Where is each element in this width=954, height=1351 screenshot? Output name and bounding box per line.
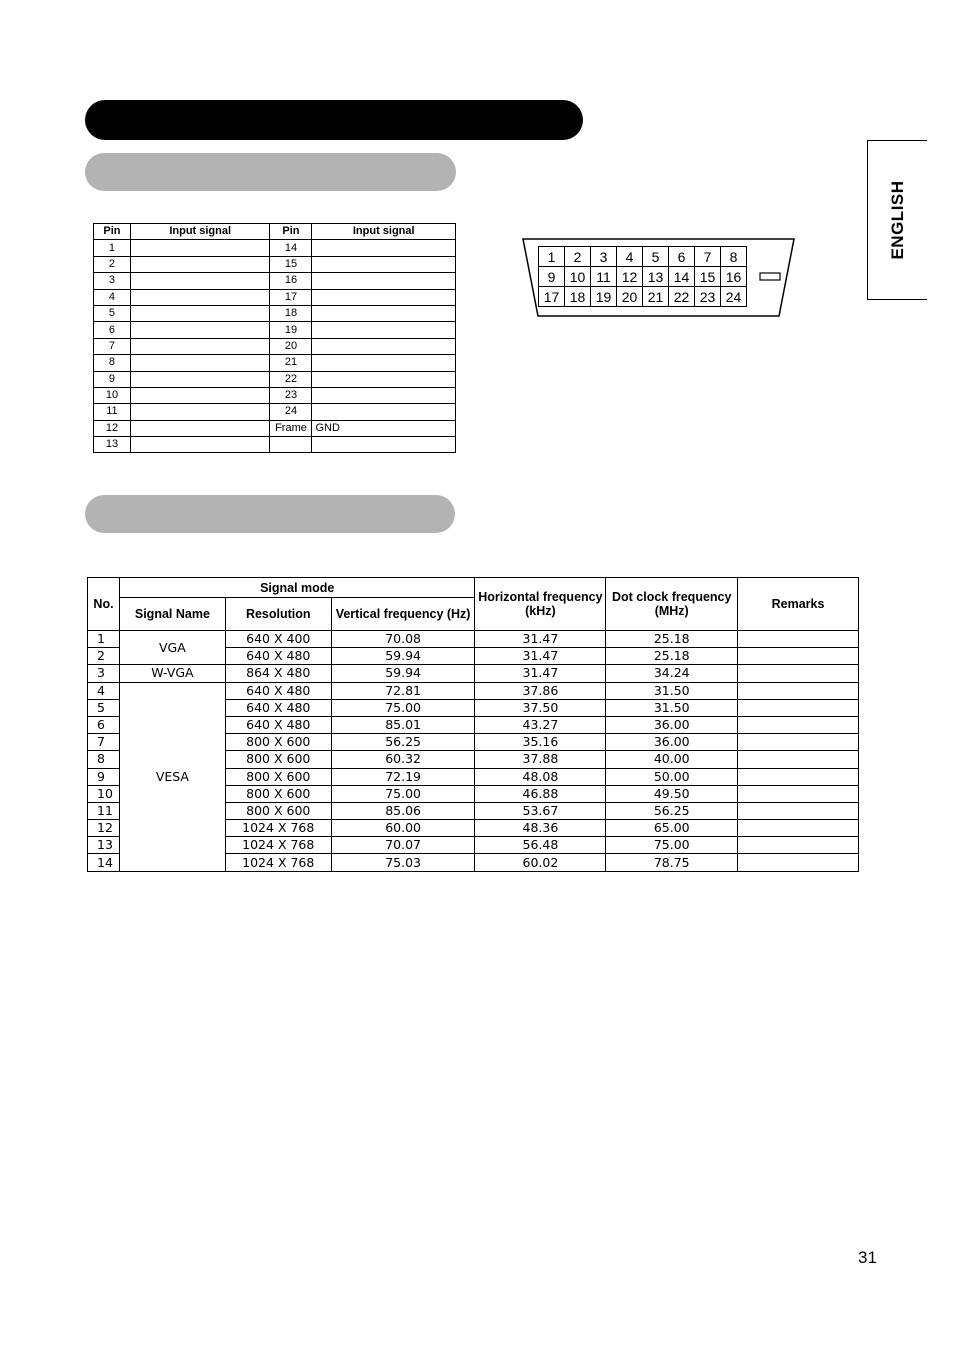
- connector-pin: 22: [669, 287, 695, 307]
- horizontal-frequency-cell: 37.86: [475, 682, 606, 699]
- row-number-cell: 13: [88, 837, 120, 854]
- input-signal-cell: [312, 371, 456, 387]
- connector-pin: 18: [565, 287, 591, 307]
- input-signal-cell: [130, 420, 270, 436]
- resolution-cell: 800 X 600: [225, 785, 331, 802]
- row-number-cell: 4: [88, 682, 120, 699]
- pin-number-cell: Frame: [270, 420, 312, 436]
- pin-number-cell: 1: [94, 240, 131, 256]
- dot-clock-cell: 36.00: [606, 716, 738, 733]
- connector-pin: 21: [643, 287, 669, 307]
- row-number-cell: 12: [88, 820, 120, 837]
- pin-table-row: [94, 240, 456, 256]
- signal-table-header-row: [88, 578, 859, 598]
- pin-number-cell: 10: [94, 387, 131, 403]
- pin-number-cell: 3: [94, 273, 131, 289]
- connector-pin-row: [539, 287, 747, 307]
- row-number-cell: 6: [88, 716, 120, 733]
- no-header: No.: [88, 578, 120, 631]
- vertical-frequency-cell: 70.08: [331, 631, 475, 648]
- pin-table-row: [94, 437, 456, 453]
- connector-pin: 16: [721, 267, 747, 287]
- connector-pin: 24: [721, 287, 747, 307]
- remarks-cell: [738, 699, 859, 716]
- pin-number-cell: 17: [270, 289, 312, 305]
- row-number-cell: 14: [88, 854, 120, 871]
- input-signal-cell: [130, 256, 270, 272]
- remarks-cell: [738, 665, 859, 682]
- resolution-cell: 800 X 600: [225, 734, 331, 751]
- connector-pin-row: [539, 247, 747, 267]
- input-signal-cell: [130, 305, 270, 321]
- remarks-cell: [738, 734, 859, 751]
- connector-pin: 14: [669, 267, 695, 287]
- vertical-frequency-cell: 60.00: [331, 820, 475, 837]
- vertical-frequency-cell: 72.19: [331, 768, 475, 785]
- input-signal-cell: [130, 404, 270, 420]
- connector-pin: 17: [539, 287, 565, 307]
- horizontal-frequency-cell: 46.88: [475, 785, 606, 802]
- vertical-frequency-header: Vertical frequency (Hz): [331, 598, 475, 631]
- connector-pin: 8: [721, 247, 747, 267]
- horizontal-frequency-cell: 37.50: [475, 699, 606, 716]
- pin-number-cell: 8: [94, 355, 131, 371]
- remarks-cell: [738, 751, 859, 768]
- dot-clock-cell: 78.75: [606, 854, 738, 871]
- input-signal-cell: [312, 305, 456, 321]
- connector-pin: 3: [591, 247, 617, 267]
- resolution-cell: 1024 X 768: [225, 837, 331, 854]
- page-number: 31: [858, 1248, 877, 1267]
- pin-number-cell: 19: [270, 322, 312, 338]
- signal-name-cell: VESA: [119, 682, 225, 871]
- pin-number-cell: 16: [270, 273, 312, 289]
- pin-number-cell: 5: [94, 305, 131, 321]
- resolution-cell: 1024 X 768: [225, 820, 331, 837]
- input-signal-cell: [130, 338, 270, 354]
- input-signal-cell: [312, 355, 456, 371]
- input-signal-cell: [130, 387, 270, 403]
- horizontal-frequency-header: Horizontal frequency (kHz): [475, 578, 606, 631]
- input-signal-cell: [312, 289, 456, 305]
- input-signal-cell: [312, 322, 456, 338]
- remarks-cell: [738, 837, 859, 854]
- signal-name-header: Signal Name: [119, 598, 225, 631]
- signal-table-row: [88, 631, 859, 648]
- vertical-frequency-cell: 56.25: [331, 734, 475, 751]
- connector-pin: 5: [643, 247, 669, 267]
- horizontal-frequency-cell: 43.27: [475, 716, 606, 733]
- pin-number-cell: 4: [94, 289, 131, 305]
- pin-table-header-row: [94, 224, 456, 240]
- vertical-frequency-cell: 60.32: [331, 751, 475, 768]
- remarks-cell: [738, 785, 859, 802]
- pin-number-cell: 6: [94, 322, 131, 338]
- language-tab-label: ENGLISH: [887, 180, 907, 260]
- resolution-cell: 640 X 400: [225, 631, 331, 648]
- pin-number-cell: 22: [270, 371, 312, 387]
- signal-name-cell: VGA: [119, 631, 225, 665]
- input-signal-cell: [130, 437, 270, 453]
- remarks-header: Remarks: [738, 578, 859, 631]
- input-signal-cell: GND: [312, 420, 456, 436]
- signal-table-row: [88, 682, 859, 699]
- resolution-cell: 800 X 600: [225, 751, 331, 768]
- input-signal-header: Input signal: [312, 224, 456, 240]
- row-number-cell: 9: [88, 768, 120, 785]
- resolution-cell: 864 X 480: [225, 665, 331, 682]
- subsection-bar-pin-assignment: [85, 153, 456, 191]
- signal-table-row: [88, 665, 859, 682]
- signal-mode-header: Signal mode: [119, 578, 475, 598]
- connector-pin: 11: [591, 267, 617, 287]
- remarks-cell: [738, 648, 859, 665]
- input-signal-cell: [312, 256, 456, 272]
- section-title-bar: [85, 100, 583, 140]
- remarks-cell: [738, 682, 859, 699]
- pin-table-row: [94, 305, 456, 321]
- pin-number-cell: 23: [270, 387, 312, 403]
- horizontal-frequency-cell: 56.48: [475, 837, 606, 854]
- pin-number-cell: 11: [94, 404, 131, 420]
- input-signal-cell: [130, 322, 270, 338]
- vertical-frequency-cell: 59.94: [331, 665, 475, 682]
- remarks-cell: [738, 802, 859, 819]
- resolution-cell: 640 X 480: [225, 699, 331, 716]
- pin-number-cell: 7: [94, 338, 131, 354]
- connector-pin: 9: [539, 267, 565, 287]
- connector-flat-pin: [760, 273, 780, 280]
- remarks-cell: [738, 631, 859, 648]
- connector-pin: 23: [695, 287, 721, 307]
- input-signal-cell: [130, 355, 270, 371]
- vertical-frequency-cell: 72.81: [331, 682, 475, 699]
- row-number-cell: 7: [88, 734, 120, 751]
- horizontal-frequency-cell: 60.02: [475, 854, 606, 871]
- pin-number-cell: 24: [270, 404, 312, 420]
- row-number-cell: 5: [88, 699, 120, 716]
- horizontal-frequency-cell: 35.16: [475, 734, 606, 751]
- resolution-cell: 1024 X 768: [225, 854, 331, 871]
- dot-clock-cell: 31.50: [606, 682, 738, 699]
- language-tab: [867, 140, 927, 300]
- vertical-frequency-cell: 59.94: [331, 648, 475, 665]
- dot-clock-cell: 25.18: [606, 648, 738, 665]
- row-number-cell: 2: [88, 648, 120, 665]
- dot-clock-cell: 25.18: [606, 631, 738, 648]
- resolution-cell: 640 X 480: [225, 648, 331, 665]
- dot-clock-cell: 56.25: [606, 802, 738, 819]
- pin-table-row: [94, 338, 456, 354]
- signal-name-cell: W-VGA: [119, 665, 225, 682]
- input-signal-cell: [312, 437, 456, 453]
- connector-pin: 12: [617, 267, 643, 287]
- dot-clock-cell: 65.00: [606, 820, 738, 837]
- connector-pin: 15: [695, 267, 721, 287]
- input-signal-cell: [130, 371, 270, 387]
- row-number-cell: 1: [88, 631, 120, 648]
- connector-pin: 7: [695, 247, 721, 267]
- input-signal-cell: [312, 387, 456, 403]
- pin-table-row: [94, 273, 456, 289]
- pin-number-cell: 2: [94, 256, 131, 272]
- pin-table-row: [94, 355, 456, 371]
- row-number-cell: 3: [88, 665, 120, 682]
- resolution-cell: 800 X 600: [225, 802, 331, 819]
- dot-clock-cell: 49.50: [606, 785, 738, 802]
- connector-pin: 2: [565, 247, 591, 267]
- vertical-frequency-cell: 85.01: [331, 716, 475, 733]
- vertical-frequency-cell: 75.00: [331, 785, 475, 802]
- dot-clock-cell: 34.24: [606, 665, 738, 682]
- horizontal-frequency-cell: 48.36: [475, 820, 606, 837]
- vertical-frequency-cell: 75.00: [331, 699, 475, 716]
- input-signal-cell: [312, 404, 456, 420]
- pin-number-cell: 21: [270, 355, 312, 371]
- signal-mode-table: [87, 577, 859, 872]
- input-signal-cell: [130, 273, 270, 289]
- row-number-cell: 11: [88, 802, 120, 819]
- input-signal-cell: [312, 240, 456, 256]
- connector-pin: 20: [617, 287, 643, 307]
- pin-number-cell: 13: [94, 437, 131, 453]
- pin-table-row: [94, 371, 456, 387]
- connector-pin-grid: [538, 246, 747, 307]
- connector-pin: 4: [617, 247, 643, 267]
- vertical-frequency-cell: 75.03: [331, 854, 475, 871]
- input-signal-cell: [312, 273, 456, 289]
- connector-pin-row: [539, 267, 747, 287]
- vertical-frequency-cell: 85.06: [331, 802, 475, 819]
- horizontal-frequency-cell: 31.47: [475, 665, 606, 682]
- pin-header: Pin: [270, 224, 312, 240]
- remarks-cell: [738, 820, 859, 837]
- resolution-cell: 640 X 480: [225, 716, 331, 733]
- pin-header: Pin: [94, 224, 131, 240]
- resolution-cell: 800 X 600: [225, 768, 331, 785]
- connector-pin: 6: [669, 247, 695, 267]
- dot-clock-cell: 36.00: [606, 734, 738, 751]
- row-number-cell: 8: [88, 751, 120, 768]
- dot-clock-header: Dot clock frequency (MHz): [606, 578, 738, 631]
- connector-pin: 13: [643, 267, 669, 287]
- pin-number-cell: 18: [270, 305, 312, 321]
- pin-assignment-table: [93, 223, 456, 453]
- resolution-cell: 640 X 480: [225, 682, 331, 699]
- dot-clock-cell: 75.00: [606, 837, 738, 854]
- pin-number-cell: 12: [94, 420, 131, 436]
- horizontal-frequency-cell: 48.08: [475, 768, 606, 785]
- dot-clock-cell: 50.00: [606, 768, 738, 785]
- horizontal-frequency-cell: 37.88: [475, 751, 606, 768]
- pin-number-cell: 14: [270, 240, 312, 256]
- connector-pin: 19: [591, 287, 617, 307]
- resolution-header: Resolution: [225, 598, 331, 631]
- input-signal-header: Input signal: [130, 224, 270, 240]
- pin-table-row: [94, 420, 456, 436]
- input-signal-cell: [130, 289, 270, 305]
- horizontal-frequency-cell: 31.47: [475, 631, 606, 648]
- row-number-cell: 10: [88, 785, 120, 802]
- connector-pin: 10: [565, 267, 591, 287]
- horizontal-frequency-cell: 31.47: [475, 648, 606, 665]
- pin-table-row: [94, 322, 456, 338]
- remarks-cell: [738, 716, 859, 733]
- remarks-cell: [738, 854, 859, 871]
- remarks-cell: [738, 768, 859, 785]
- pin-number-cell: 15: [270, 256, 312, 272]
- input-signal-cell: [130, 240, 270, 256]
- input-signal-cell: [312, 338, 456, 354]
- pin-number-cell: 20: [270, 338, 312, 354]
- dot-clock-cell: 31.50: [606, 699, 738, 716]
- pin-table-row: [94, 256, 456, 272]
- connector-pin: 1: [539, 247, 565, 267]
- pin-table-row: [94, 387, 456, 403]
- subsection-bar-signal-modes: [85, 495, 455, 533]
- pin-number-cell: 9: [94, 371, 131, 387]
- dot-clock-cell: 40.00: [606, 751, 738, 768]
- vertical-frequency-cell: 70.07: [331, 837, 475, 854]
- pin-number-cell: [270, 437, 312, 453]
- pin-table-row: [94, 289, 456, 305]
- pin-table-row: [94, 404, 456, 420]
- horizontal-frequency-cell: 53.67: [475, 802, 606, 819]
